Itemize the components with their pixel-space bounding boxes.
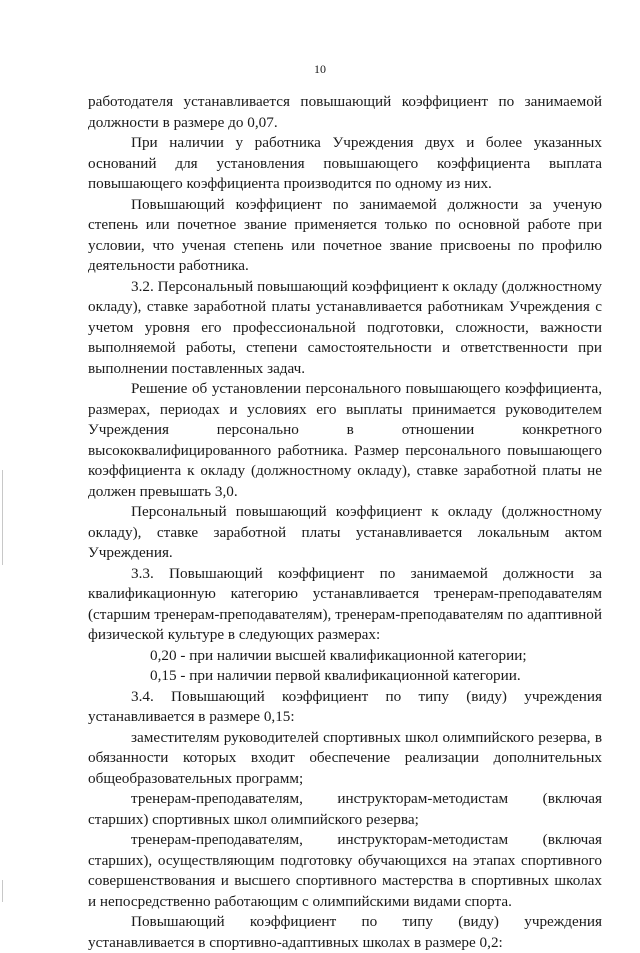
paragraph: Повышающий коэффициент по занимаемой должности за ученую степень или почетное звание применяется только по основной работе при условии, что ученая степень или почетное звание присвоены по профилю деятельности работника. — [88, 195, 602, 274]
paragraph: При наличии у работника Учреждения двух и более указанных оснований для установления повышающего коэффициента выплата повышающего коэффициента производится по одному из них. — [88, 134, 602, 192]
list-item: 0,15 - при наличии первой квалификационной категории. — [150, 667, 521, 684]
paragraph-section-3-3: 3.3. Повышающий коэффициент по занимаемой должности за квалификационную категорию устанавливается тренерам-преподавателям (старшим тренерам-преподавателям), тренерам-преподавателям по адаптивной физической культуре в следующих размерах: — [88, 564, 602, 643]
paragraph: Повышающий коэффициент по типу (виду) учреждения устанавливается в спортивно-адаптивных школах в размере 0,2: — [88, 913, 602, 951]
paragraph: работодателя устанавливается повышающий коэффициент по занимаемой должности в размере до 0,07. — [88, 93, 602, 131]
paragraph: Персональный повышающий коэффициент к окладу (должностному окладу), ставке заработной платы устанавливается локальным актом Учреждения. — [88, 503, 602, 561]
document-body — [88, 92, 602, 953]
scan-edge-mark — [2, 880, 3, 902]
paragraph: тренерам-преподавателям, инструкторам-методистам (включая старших), осуществляющим подготовку обучающихся на этапах спортивного совершенствования и высшего спортивного мастерства в спортивных школах и непосредственно работающим с олимпийскими видами спорта. — [88, 831, 602, 910]
paragraph-section-3-4: 3.4. Повышающий коэффициент по типу (виду) учреждения устанавливается в размере 0,15: — [88, 687, 602, 725]
page-number: 10 — [314, 62, 326, 76]
paragraph: заместителям руководителей спортивных школ олимпийского резерва, в обязанности которых входит обеспечение реализации дополнительных общеобразовательных программ; — [88, 728, 602, 787]
paragraph: Решение об установлении персонального повышающего коэффициента, размерах, периодах и условиях его выплаты принимается руководителем Учреждения персонально в отношении конкретного высококвалифицированного работника. Размер персонального повышающего коэффициента к окладу (должностному окладу), ставке заработной платы не должен превышать 3,0. — [88, 380, 602, 500]
scan-edge-mark — [2, 470, 3, 565]
paragraph-section-3-2: 3.2. Персональный повышающий коэффициент к окладу (должностному окладу), ставке заработной платы устанавливается работникам Учреждения с учетом уровня его профессиональной подготовки, сложности, важности выполняемой работы, степени самостоятельности и ответственности при выполнении поставленных задач. — [88, 277, 602, 377]
list-item: 0,20 - при наличии высшей квалификационной категории; — [150, 646, 527, 664]
paragraph: тренерам-преподавателям, инструкторам-методистам (включая старших) спортивных школ олимпийского резерва; — [88, 790, 602, 828]
